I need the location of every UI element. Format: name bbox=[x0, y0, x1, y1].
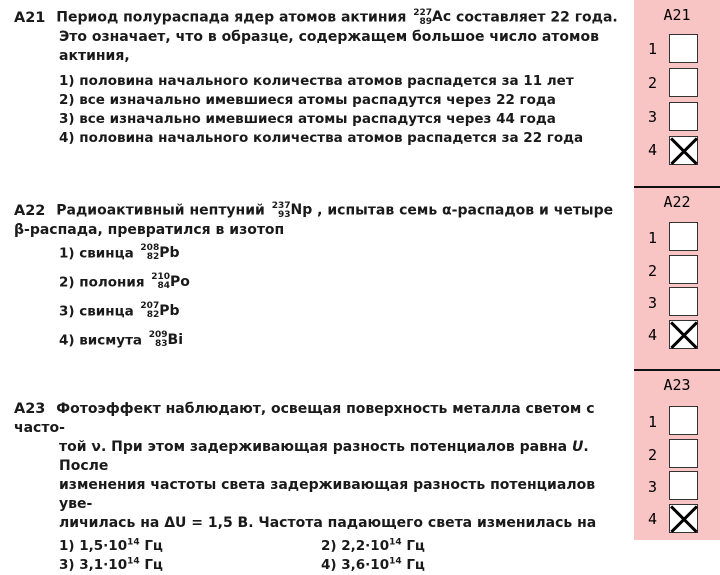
question-number: A23 bbox=[14, 401, 46, 417]
question-text: Это означает, что в образце, содержащем большое число атомов актиния, bbox=[59, 28, 599, 64]
unit: Гц bbox=[144, 557, 163, 573]
mass-number: 237 bbox=[271, 200, 291, 211]
answer-checkbox-a23-4[interactable] bbox=[669, 504, 698, 533]
question-text: изменения частоты света задерживающая разность потенциалов уве- bbox=[59, 477, 596, 512]
option-value: 2) 2,2·10 bbox=[321, 538, 390, 554]
atomic-number: 84 bbox=[157, 281, 170, 291]
element-symbol: Pb bbox=[159, 244, 180, 261]
exponent: 14 bbox=[389, 537, 402, 548]
answer-row-number: 1 bbox=[648, 40, 658, 58]
question-a22-stem bbox=[14, 201, 626, 221]
nuclide bbox=[151, 273, 190, 292]
answer-block-title: A23 bbox=[663, 376, 691, 394]
element-symbol: Po bbox=[169, 273, 190, 290]
option-value: 4) 3,6·10 bbox=[321, 557, 390, 573]
answer-row-number: 4 bbox=[648, 510, 658, 528]
option-label: 2) полония bbox=[59, 274, 145, 290]
answer-checkbox-a22-2[interactable] bbox=[669, 255, 698, 284]
atomic-number: 83 bbox=[155, 339, 168, 349]
answer-row-number: 2 bbox=[648, 262, 658, 280]
answer-option bbox=[59, 537, 321, 556]
answer-checkbox-a23-1[interactable] bbox=[669, 406, 698, 435]
question-a23 bbox=[14, 400, 626, 575]
exponent: 14 bbox=[389, 556, 402, 567]
mass-number: 208 bbox=[140, 243, 160, 253]
nuclide bbox=[140, 244, 179, 263]
option-label: 3) свинца bbox=[59, 303, 134, 319]
mass-number: 227 bbox=[413, 7, 432, 18]
mass-number: 209 bbox=[148, 330, 168, 340]
unit: Гц bbox=[406, 557, 425, 573]
question-text: составляет 22 года. bbox=[456, 9, 618, 26]
answer-checkbox-a21-2[interactable] bbox=[669, 68, 698, 97]
answer-options-grid bbox=[14, 537, 626, 575]
nuclide bbox=[140, 302, 179, 321]
unit: Гц bbox=[406, 538, 425, 554]
option-value: 3) 3,1·10 bbox=[59, 557, 128, 573]
atomic-number: 82 bbox=[146, 252, 160, 262]
question-number: A21 bbox=[14, 9, 46, 26]
answer-option bbox=[14, 302, 626, 331]
answer-option bbox=[14, 244, 626, 273]
element-symbol: Ac bbox=[432, 9, 452, 25]
answer-option: 1) половина начального количества атомов распадется за 11 лет bbox=[59, 72, 574, 89]
answer-row-number: 3 bbox=[648, 108, 658, 126]
answer-block-title: A21 bbox=[663, 6, 691, 24]
answer-checkbox-a21-4[interactable] bbox=[669, 136, 698, 165]
question-text: , испытав семь α-распадов и четыре bbox=[317, 202, 614, 219]
variable-u: U bbox=[571, 439, 584, 455]
answer-row-number: 2 bbox=[648, 446, 658, 464]
unit: Гц bbox=[144, 538, 163, 554]
answer-option bbox=[59, 556, 321, 575]
question-number: A22 bbox=[14, 202, 46, 219]
mass-number: 210 bbox=[151, 272, 170, 282]
exponent: 14 bbox=[127, 537, 140, 548]
atomic-number: 93 bbox=[278, 209, 291, 220]
answer-row-number: 1 bbox=[648, 413, 658, 431]
option-label: 1) свинца bbox=[59, 245, 134, 261]
panel-divider bbox=[634, 186, 720, 188]
question-text: Радиоактивный нептуний bbox=[56, 202, 265, 219]
answer-option bbox=[321, 537, 581, 556]
element-symbol: Np bbox=[290, 202, 313, 218]
question-text: . После bbox=[59, 439, 589, 474]
question-a21-stem bbox=[14, 8, 626, 28]
nuclide bbox=[149, 331, 183, 350]
answer-row-number: 4 bbox=[648, 141, 658, 159]
answer-checkbox-a21-3[interactable] bbox=[669, 102, 698, 131]
answer-checkbox-a21-1[interactable] bbox=[669, 34, 698, 63]
atomic-number: 89 bbox=[419, 16, 432, 27]
mass-number: 207 bbox=[140, 301, 160, 311]
question-text: той ν. При этом задерживающая разность потенциалов равна bbox=[59, 439, 568, 455]
answer-checkbox-a23-3[interactable] bbox=[669, 471, 698, 500]
answer-checkbox-a22-1[interactable] bbox=[669, 222, 698, 251]
answer-block-title: A22 bbox=[663, 193, 691, 211]
question-text-line bbox=[14, 438, 626, 476]
nuclide-np bbox=[272, 201, 313, 220]
answer-option bbox=[321, 556, 581, 575]
answer-checkbox-a22-3[interactable] bbox=[669, 287, 698, 316]
exponent: 14 bbox=[127, 556, 140, 567]
question-text: Фотоэффект наблюдают, освещая поверхность металла светом с часто- bbox=[14, 401, 595, 436]
answer-row-number: 4 bbox=[648, 326, 658, 344]
answer-row-number: 3 bbox=[648, 294, 658, 312]
element-symbol: Pb bbox=[159, 302, 180, 319]
answer-row-number: 3 bbox=[648, 478, 658, 496]
answer-option bbox=[14, 331, 626, 360]
element-symbol: Bi bbox=[167, 331, 184, 348]
question-text: личилась на ΔU = 1,5 В. Частота падающего света изменилась на bbox=[59, 515, 597, 531]
answer-option: 4) половина начального количества атомов распадется за 22 года bbox=[59, 129, 584, 146]
question-text: Период полураспада ядер атомов актиния bbox=[56, 9, 407, 26]
question-a22 bbox=[14, 201, 626, 360]
answer-row-number: 1 bbox=[648, 229, 658, 247]
option-label: 4) висмута bbox=[59, 332, 143, 348]
answer-row-number: 2 bbox=[648, 74, 658, 92]
answer-option: 3) все изначально имевшиеся атомы распадутся через 44 года bbox=[59, 110, 556, 127]
question-a23-stem bbox=[14, 400, 626, 438]
answer-option bbox=[14, 273, 626, 302]
question-text: β-распада, превратился в изотоп bbox=[14, 221, 285, 238]
answer-checkbox-a22-4[interactable] bbox=[669, 320, 698, 349]
atomic-number: 82 bbox=[146, 310, 160, 320]
option-value: 1) 1,5·10 bbox=[59, 538, 128, 554]
panel-divider bbox=[634, 369, 720, 371]
answer-option: 2) все изначально имевшиеся атомы распадутся через 22 года bbox=[59, 91, 556, 108]
answer-checkbox-a23-2[interactable] bbox=[669, 439, 698, 468]
question-a21 bbox=[14, 8, 626, 148]
nuclide-ac bbox=[413, 8, 451, 27]
